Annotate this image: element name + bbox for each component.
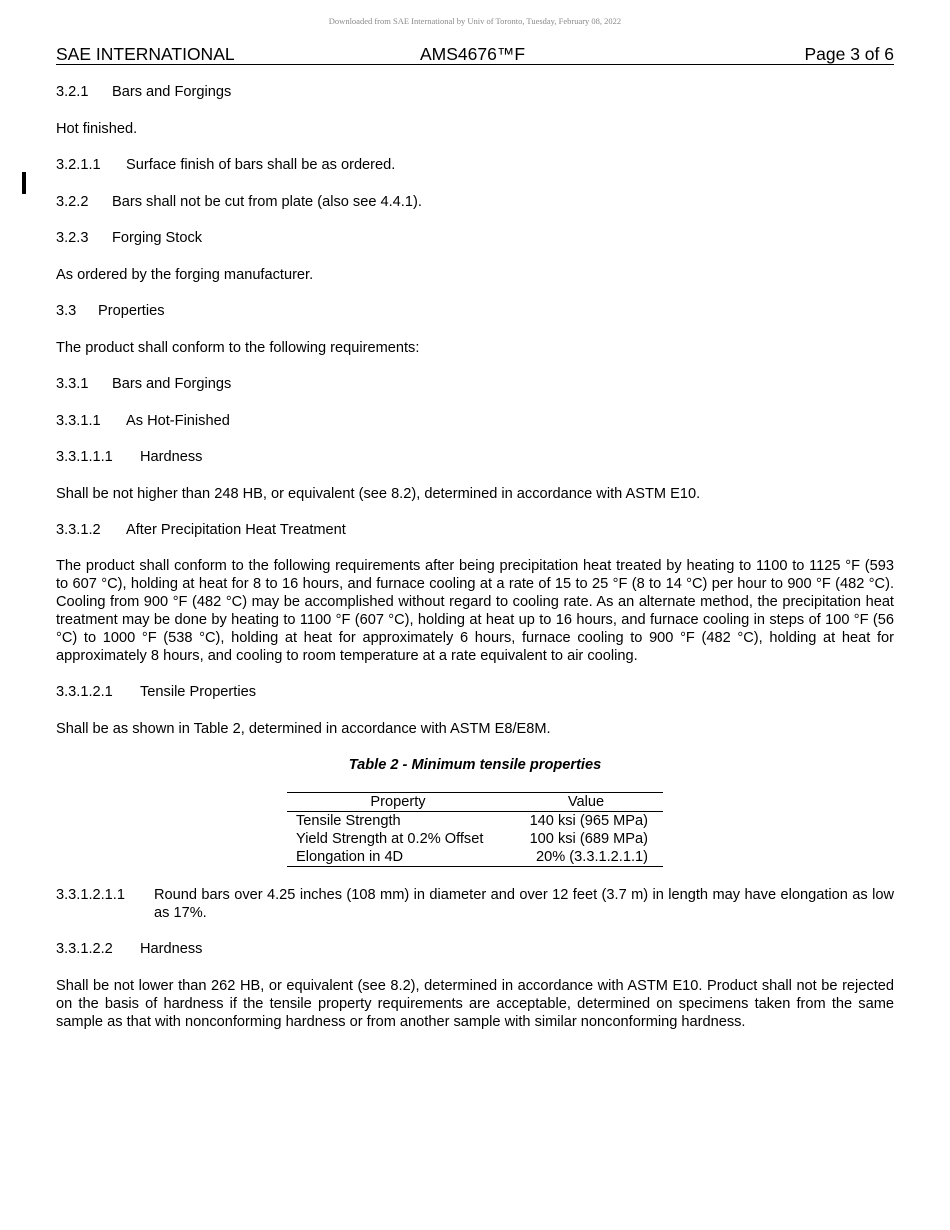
section-title: Forging Stock xyxy=(112,230,203,246)
section-number: 3.3.1.2.1.1 xyxy=(56,887,125,903)
section-title: Tensile Properties xyxy=(140,684,256,700)
section-3-3-1-2-1-heading xyxy=(56,683,256,701)
table-row xyxy=(287,812,663,831)
page-header xyxy=(56,44,894,65)
column-header-value: Value xyxy=(509,793,663,812)
table-row xyxy=(287,830,663,848)
section-number: 3.3.1.1.1 xyxy=(56,449,113,465)
header-page-number: Page 3 of 6 xyxy=(804,44,894,64)
table-2-caption: Table 2 - Minimum tensile properties xyxy=(348,757,602,773)
section-3-3-1-1-1-text: Shall be not higher than 248 HB, or equivalent (see 8.2), determined in accordance with ASTM E10. xyxy=(56,486,701,502)
section-number: 3.3 xyxy=(56,303,77,319)
section-title: After Precipitation Heat Treatment xyxy=(126,522,346,538)
value-cell: 20% (3.3.1.2.1.1) xyxy=(509,848,663,867)
section-number: 3.3.1.1 xyxy=(56,413,101,429)
section-3-3-1-2-2-text: Shall be not lower than 262 HB, or equivalent (see 8.2), determined in accordance with ASTM E10. Product shall not be rejected on the basis of hardness if the tensile property requirements are acceptable, determined on specimens taken from the same sample as that with nonconforming hardness or from another sample with similar nonconforming hardness. xyxy=(56,978,894,1030)
section-3-3-1-1-1-heading xyxy=(56,448,202,466)
section-3-3-1-2-text: The product shall conform to the following requirements after being precipitation heat treated by heating to 1100 to 1125 °F (593 to 607 °C), holding at heat for 8 to 16 hours, and furnace cooling at a rate of 15 to 25 °F (8 to 14 °C) per hour to 900 °F (482 °C). Cooling from 900 °F (482 °C) may be accomplished without regard to cooling rate. As an alternate method, the precipitation heat treatment may be done by heating to 1100 °F (607 °C), holding at heat up to 16 hours, and furnace cooling in steps of 100 °F (56 °C) to 1000 °F (538 °C), holding at heat for approximately 6 hours, furnace cooling to 900 °F (482 °C), holding at heat for approximately 8 hours, and cooling to room temperature at a rate equivalent to air cooling. xyxy=(56,558,894,664)
table-row xyxy=(287,848,663,867)
table-header-row xyxy=(287,793,663,812)
section-number: 3.3.1.2.2 xyxy=(56,941,113,957)
section-3-3-1-2-heading xyxy=(56,521,346,539)
section-title: Hardness xyxy=(140,941,203,957)
header-doc-id: AMS4676™F xyxy=(420,44,526,64)
section-number: 3.2.1.1 xyxy=(56,157,101,173)
property-cell: Elongation in 4D xyxy=(287,848,509,867)
section-number: 3.3.1.2 xyxy=(56,522,101,538)
section-3-2-3-heading xyxy=(56,229,202,247)
section-number: 3.3.1 xyxy=(56,376,89,392)
value-cell: 100 ksi (689 MPa) xyxy=(529,831,648,847)
section-number: 3.2.3 xyxy=(56,230,89,246)
section-3-2-1-1 xyxy=(56,156,395,174)
section-3-3-1-2-1-1 xyxy=(56,886,894,922)
section-title: Bars and Forgings xyxy=(112,376,232,392)
section-3-2-3-text: As ordered by the forging manufacturer. xyxy=(56,267,314,283)
section-3-2-1-text: Hot finished. xyxy=(56,121,138,137)
section-number: 3.3.1.2.1 xyxy=(56,684,113,700)
table-2-minimum-tensile-properties xyxy=(287,792,663,867)
section-3-3-text: The product shall conform to the following requirements: xyxy=(56,340,420,356)
section-title: Bars and Forgings xyxy=(112,84,232,100)
section-text: Round bars over 4.25 inches (108 mm) in diameter and over 12 feet (3.7 m) in length may have elongation as low as 17%. xyxy=(154,887,894,921)
section-title: Properties xyxy=(98,303,165,319)
section-number: 3.2.1 xyxy=(56,84,89,100)
section-3-2-2 xyxy=(56,193,422,211)
section-title: As Hot-Finished xyxy=(126,413,230,429)
section-3-3-1-heading xyxy=(56,375,231,393)
section-3-3-1-2-1-text: Shall be as shown in Table 2, determined in accordance with ASTM E8/E8M. xyxy=(56,721,551,737)
section-title: Bars shall not be cut from plate (also see 4.4.1). xyxy=(112,194,422,210)
property-cell: Tensile Strength xyxy=(296,813,401,829)
section-title: Hardness xyxy=(140,449,203,465)
section-number: 3.2.2 xyxy=(56,194,89,210)
section-3-3-1-2-2-heading xyxy=(56,940,202,958)
column-header-property: Property xyxy=(287,793,509,812)
section-title: Surface finish of bars shall be as ordered. xyxy=(126,157,396,173)
download-watermark: Downloaded from SAE International by Univ of Toronto, Tuesday, February 08, 2022 xyxy=(328,16,622,26)
section-3-3-heading xyxy=(56,302,165,320)
section-3-3-1-1-heading xyxy=(56,412,230,430)
section-3-2-1-heading xyxy=(56,83,231,101)
value-cell: 140 ksi (965 MPa) xyxy=(529,813,648,829)
property-cell: Yield Strength at 0.2% Offset xyxy=(296,831,484,847)
revision-change-bar xyxy=(22,172,26,194)
header-org: SAE INTERNATIONAL xyxy=(56,44,235,64)
